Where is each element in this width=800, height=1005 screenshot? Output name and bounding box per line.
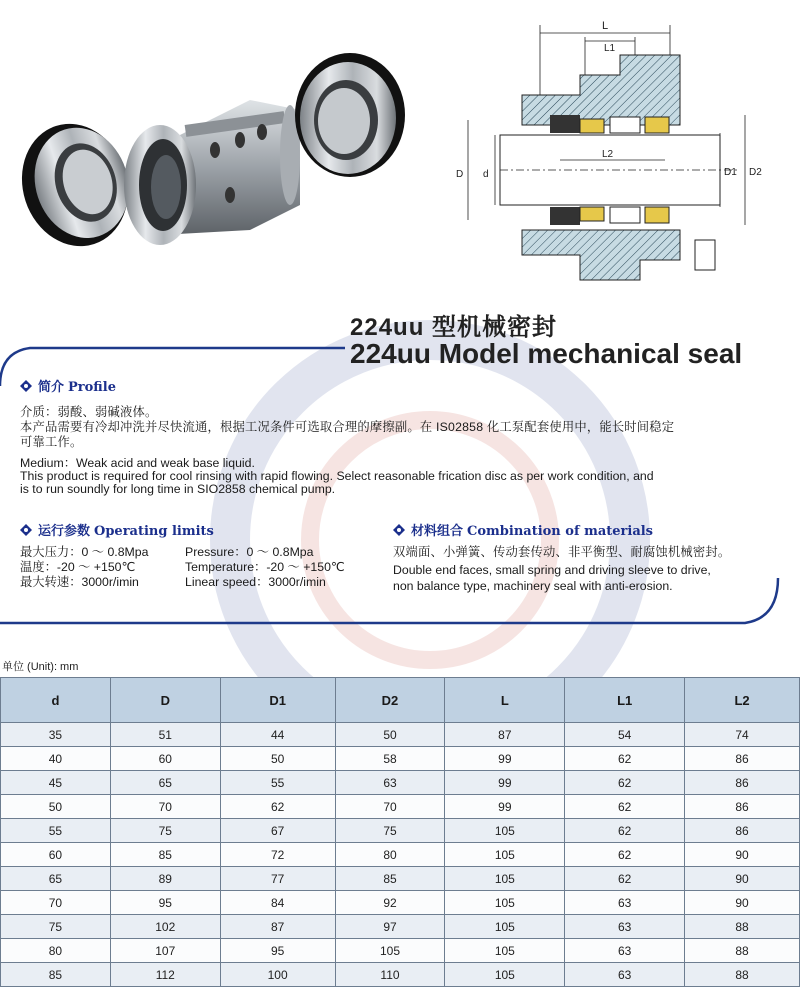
table-cell: 90 (685, 843, 800, 867)
operating-heading-en: Operating limits (94, 524, 214, 539)
table-cell: 75 (110, 819, 220, 843)
table-cell: 62 (565, 819, 685, 843)
table-cell: 85 (335, 867, 445, 891)
title-chinese: 224uu 型机械密封 (350, 314, 558, 341)
table-cell: 50 (335, 723, 445, 747)
table-cell: 92 (335, 891, 445, 915)
table-cell: 107 (110, 939, 220, 963)
table-cell: 86 (685, 819, 800, 843)
table-cell: 87 (445, 723, 565, 747)
left-seal-ring (6, 110, 144, 260)
table-cell: 63 (565, 915, 685, 939)
dim-L1: L1 (604, 43, 616, 54)
profile-en-line2: This product is required for cool rinsing with rapid flowing. Select reasonable frication disc as per work condition, and (20, 469, 654, 483)
table-cell: 77 (220, 867, 335, 891)
operating-en-pressure: Pressure：0 ～ 0.8Mpa (185, 545, 314, 559)
table-cell: 88 (685, 915, 800, 939)
table-cell: 97 (335, 915, 445, 939)
table-cell: 44 (220, 723, 335, 747)
materials-heading (393, 520, 653, 539)
table-cell: 105 (445, 843, 565, 867)
table-cell: 35 (1, 723, 111, 747)
diamond-bullet-icon (20, 524, 32, 536)
table-cell: 40 (1, 747, 111, 771)
table-cell: 67 (220, 819, 335, 843)
table-cell: 80 (335, 843, 445, 867)
header-D: D (110, 678, 220, 723)
operating-cn-temperature: 温度：-20 ～ +150℃ (20, 560, 136, 574)
table-cell: 54 (565, 723, 685, 747)
materials-heading-en: Combination of materials (467, 524, 653, 539)
dimension-table (0, 677, 800, 987)
cross-section-drawing (440, 15, 790, 305)
table-cell: 65 (1, 867, 111, 891)
table-row (1, 747, 800, 771)
operating-heading (20, 520, 214, 539)
table-row (1, 771, 800, 795)
table-cell: 75 (1, 915, 111, 939)
unit-label: 单位 (Unit): mm (2, 661, 79, 673)
diamond-bullet-icon (393, 524, 405, 536)
table-cell: 80 (1, 939, 111, 963)
table-row (1, 963, 800, 987)
table-cell: 105 (445, 963, 565, 987)
header-D1: D1 (220, 678, 335, 723)
product-photo (0, 0, 460, 300)
table-cell: 55 (220, 771, 335, 795)
table-cell: 84 (220, 891, 335, 915)
table-cell: 63 (565, 891, 685, 915)
operating-cn-speed: 最大转速：3000r/imin (20, 575, 139, 589)
table-cell: 105 (445, 867, 565, 891)
table-cell: 65 (110, 771, 220, 795)
table-cell: 70 (335, 795, 445, 819)
header-D2: D2 (335, 678, 445, 723)
table-cell: 55 (1, 819, 111, 843)
profile-cn-line3: 可靠工作。 (20, 435, 83, 449)
table-cell: 62 (565, 843, 685, 867)
header-L: L (445, 678, 565, 723)
title-english: 224uu Model mechanical seal (350, 338, 743, 369)
table-row (1, 867, 800, 891)
table-cell: 62 (565, 867, 685, 891)
table-row (1, 939, 800, 963)
table-cell: 87 (220, 915, 335, 939)
table-cell: 58 (335, 747, 445, 771)
header-d: d (1, 678, 111, 723)
table-cell: 86 (685, 795, 800, 819)
table-cell: 105 (445, 939, 565, 963)
dim-d: d (483, 169, 489, 180)
profile-heading-cn: 简介 (38, 379, 65, 394)
table-cell: 86 (685, 771, 800, 795)
seal-body (124, 100, 300, 245)
table-cell: 99 (445, 747, 565, 771)
table-cell: 63 (335, 771, 445, 795)
table-cell: 105 (445, 891, 565, 915)
table-cell: 89 (110, 867, 220, 891)
table-cell: 99 (445, 795, 565, 819)
table-cell: 62 (565, 771, 685, 795)
table-cell: 60 (1, 843, 111, 867)
header-L2: L2 (685, 678, 800, 723)
table-row (1, 915, 800, 939)
table-cell: 60 (110, 747, 220, 771)
table-cell: 99 (445, 771, 565, 795)
table-cell: 88 (685, 939, 800, 963)
operating-cn-pressure: 最大压力：0 ～ 0.8Mpa (20, 545, 149, 559)
table-cell: 70 (1, 891, 111, 915)
table-cell: 85 (1, 963, 111, 987)
table-cell: 86 (685, 747, 800, 771)
materials-cn: 双端面、小弹簧、传动套传动、非平衡型、耐腐蚀机械密封。 (393, 545, 731, 559)
table-cell: 95 (110, 891, 220, 915)
table-cell: 100 (220, 963, 335, 987)
table-row (1, 819, 800, 843)
table-cell: 85 (110, 843, 220, 867)
table-cell: 102 (110, 915, 220, 939)
table-cell: 105 (445, 915, 565, 939)
dim-D2: D2 (749, 167, 762, 178)
header-L1: L1 (565, 678, 685, 723)
table-cell: 90 (685, 867, 800, 891)
table-row (1, 723, 800, 747)
table-cell: 62 (220, 795, 335, 819)
profile-heading (20, 376, 116, 395)
table-cell: 50 (1, 795, 111, 819)
profile-cn-line2: 本产品需要有冷却冲洗并尽快流通，根据工况条件可选取合理的摩擦副。在 IS02858 化工泵配套使用中，能长时间稳定 (20, 420, 675, 434)
operating-en-speed: Linear speed：3000r/imin (185, 575, 326, 589)
right-seal-ring (295, 53, 405, 177)
table-cell: 105 (445, 819, 565, 843)
table-cell: 63 (565, 939, 685, 963)
profile-cn-line1: 介质：弱酸、弱碱液体。 (20, 405, 158, 419)
table-cell: 62 (565, 747, 685, 771)
profile-heading-en: Profile (68, 380, 116, 395)
table-cell: 95 (220, 939, 335, 963)
profile-en-line1: Medium：Weak acid and weak base liquid. (20, 456, 255, 470)
diamond-bullet-icon (20, 380, 32, 392)
table-cell: 50 (220, 747, 335, 771)
table-cell: 112 (110, 963, 220, 987)
table-cell: 105 (335, 939, 445, 963)
table-cell: 90 (685, 891, 800, 915)
operating-en-temperature: Temperature：-20 ～ +150℃ (185, 560, 345, 574)
table-cell: 74 (685, 723, 800, 747)
dim-L: L (602, 20, 609, 32)
dim-L2: L2 (602, 149, 614, 160)
table-row (1, 843, 800, 867)
dim-D1: D1 (724, 167, 737, 178)
materials-en-line2: non balance type, machinery seal with anti-erosion. (393, 579, 673, 593)
table-cell: 72 (220, 843, 335, 867)
table-cell: 62 (565, 795, 685, 819)
table-cell: 63 (565, 963, 685, 987)
table-row (1, 795, 800, 819)
table-cell: 110 (335, 963, 445, 987)
dim-D: D (456, 169, 464, 180)
table-header-row (1, 678, 800, 723)
table-cell: 88 (685, 963, 800, 987)
materials-en-line1: Double end faces, small spring and driving sleeve to drive, (393, 563, 711, 577)
materials-heading-cn: 材料组合 (411, 523, 464, 538)
profile-en-line3: is to run soundly for long time in SIO2858 chemical pump. (20, 482, 336, 496)
table-cell: 51 (110, 723, 220, 747)
table-cell: 75 (335, 819, 445, 843)
table-cell: 45 (1, 771, 111, 795)
table-row (1, 891, 800, 915)
table-cell: 70 (110, 795, 220, 819)
operating-heading-cn: 运行参数 (38, 523, 91, 538)
